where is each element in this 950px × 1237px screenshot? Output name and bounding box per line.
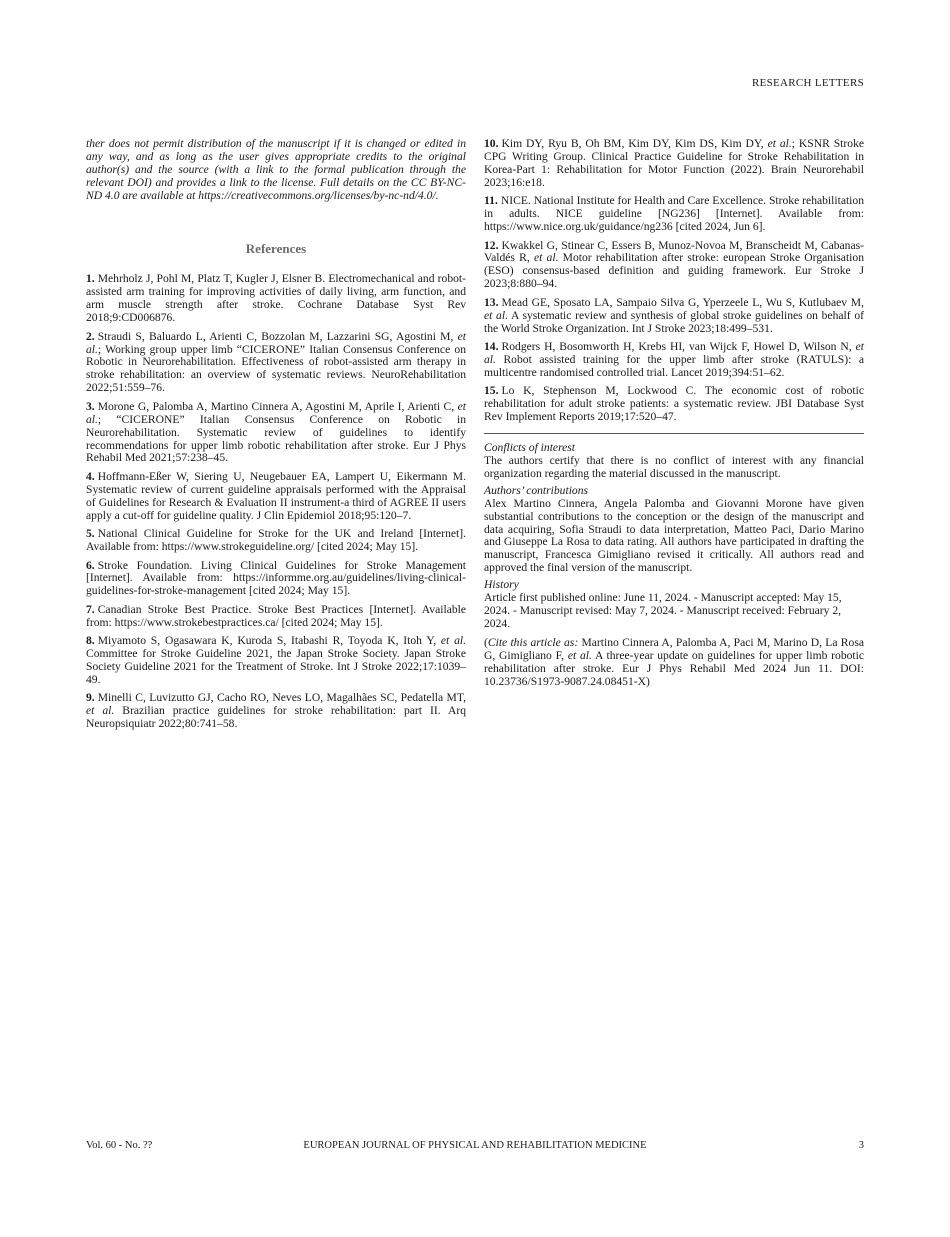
reference-number: 7. [86,602,95,616]
reference-item [86,604,466,630]
left-column [86,138,466,737]
reference-number: 10. [484,137,499,150]
reference-number: 15. [484,384,499,398]
contributions-text: Alex Martino Cinnera, Angela Palomba and Giovanni Morone have given substantial contributions to the conception or the design of the manuscript and data acquiring, Sofia Straudi to data interpretation, Matteo Paci, Dario Marino and Giuseppe La Rosa to data rating. All authors have participated in drafting the manuscript, Francesca Gimigliano revised it critically. All authors read and approved the final version of the manuscript. [484,496,864,575]
reference-item [86,560,466,599]
reference-number: 13. [484,295,499,309]
reference-text-cont: Committee for Stroke Guideline 2021, the Japan Stroke Society. Japan Stroke Society Guideline 2021 for the Treatment of Stroke. Int J Stroke 2022;17:1039–49. [86,647,466,686]
references-heading: References [245,240,307,256]
reference-text: Miyamoto S, Ogasawara K, Kuroda S, Itabashi R, Toyoda K, Itoh Y, [97,634,441,648]
references-list-left [86,273,466,731]
references-list-right [484,138,864,424]
reference-number: 12. [484,238,499,252]
reference-item [484,341,864,380]
reference-text: Morone G, Palomba A, Martino Cinnera A, Agostini M, Aprile I, Arienti C, [97,399,458,413]
history-text: Article first published online: June 11, 2024. - Manuscript accepted: May 15, 2024. - Manuscript revised: May 7, 2024. - Manuscript received: February 2, 2024. [484,591,842,630]
reference-etal: et al. [440,634,466,648]
reference-number: 4. [86,469,95,483]
reference-number: 1. [86,272,95,286]
reference-text-cont: ; Working group upper limb “CICERONE” Italian Consensus Conference on Robotic in Neurorehabilitation. Effectiveness of robot-assisted arm therapy in stroke rehabilitation: an overview of systematic reviews. NeuroRehabilitation 2022;51:559–76. [86,342,466,395]
reference-number: 5. [86,527,95,541]
reference-etal: et al. [484,340,864,366]
reference-etal: et al. [86,704,115,718]
page-footer [86,1140,864,1154]
reference-text: Hoffmann-Eßer W, Siering U, Neugebauer EA, Lampert U, Eikermann M. Systematic review of current guideline appraisals performed with the Appraisal of Guidelines for Research & Evaluation II instrument-a third of AGREE II users apply a cut-off for guideline quality. J Clin Epidemiol 2018;95:120–7. [86,469,466,522]
license-text: ther does not permit distribution of the manuscript if it is changed or edited in any way, and as long as the user gives appropriate credits to the original author(s) and the source (with a link to the formal publication through the relevant DOI) and provides a link to the license. Full details on the CC BY-NC-ND 4.0 are available at https://creativecommons.org/licenses/by-nc-nd/4.0/. [86,137,466,202]
reference-number: 3. [86,399,95,413]
reference-etal: et al. [533,251,559,265]
reference-number: 6. [86,558,95,572]
reference-text: Rodgers H, Bosomworth H, Krebs HI, van Wijck F, Howel D, Wilson N, [501,340,856,354]
reference-number: 2. [86,329,95,343]
citation-lead: Cite this article as: [487,635,579,649]
reference-etal: et al. [767,137,792,150]
reference-text-cont: Robot assisted training for the upper limb after stroke (RATULS): a multicentre randomised controlled trial. Lancet 2019;394:51–62. [484,352,864,379]
reference-text: Lo K, Stephenson M, Lockwood C. The economic cost of robotic rehabilitation for adult stroke patients: a systematic review. JBI Database Syst Rev Implement Reports 2019;17:520–47. [484,384,864,424]
reference-text: Minelli C, Luvizutto GJ, Cacho RO, Neves LO, Magalhães SC, Pedatella MT, [97,691,466,705]
reference-number: 14. [484,340,499,354]
reference-text: NICE. National Institute for Health and Care Excellence. Stroke rehabilitation in adults. NICE guideline [NG236] [Internet]. Available from: https://www.nice.org.uk/guidance/ng236 [cited 2024, Jun 6]. [484,194,864,234]
reference-text: Stroke Foundation. Living Clinical Guidelines for Stroke Management [Internet]. Available from: https://informme.org.au/guidelines/living-clinical-guidelines-for-stroke-management [cited 2024; May 15]. [86,558,466,598]
reference-etal: et al. [86,399,466,426]
reference-item [86,635,466,687]
reference-number: 11. [484,194,498,208]
reference-number: 8. [86,634,95,648]
reference-text: Kim DY, Ryu B, Oh BM, Kim DY, Kim DS, Kim DY, [501,137,768,150]
reference-item [86,331,466,396]
reference-text: Mehrholz J, Pohl M, Platz T, Kugler J, Elsner B. Electromechanical and robot-assisted arm training for improving activities of daily living, arm function, and arm muscle strength after stroke. Cochrane Database Syst Rev 2018;9:CD006876. [86,272,466,325]
reference-text-cont: ; KSNR Stroke CPG Writing Group. Clinical Practice Guideline for Stroke Rehabilitation in Korea-Part 1: Rehabilitation for Motor Function (2022). Brain Neurorehabil 2023;16:e18. [484,137,865,189]
reference-item [86,692,466,731]
conflicts-title: Conflicts of interest [484,441,576,455]
footer-volume: Vol. 60 - No. ?? [86,1140,153,1151]
history-title: History [484,578,519,592]
reference-etal: et al. [484,308,508,322]
reference-item [86,471,466,523]
reference-text: Kwakkel G, Stinear C, Essers B, Munoz-Novoa M, Branscheidt M, Cabanas-Valdés R, [484,238,864,265]
footer-page-number: 3 [858,1140,864,1151]
footer-journal: EUROPEAN JOURNAL OF PHYSICAL AND REHABILITATION MEDICINE [303,1140,647,1151]
reference-text-cont: Motor rehabilitation after stroke: european Stroke Organisation (ESO) consensus-based definition and guiding framework. Eur Stroke J 2023;8:880–94. [484,251,864,291]
reference-text: National Clinical Guideline for Stroke for the UK and Ireland [Internet]. Available from: https://www.strokeguideline.org/ [cited 2024; May 15]. [86,527,466,554]
reference-text-cont: A systematic review and synthesis of global stroke guidelines on behalf of the World Stroke Organization. Int J Stroke 2023;18:499–531. [484,308,864,335]
citation-etal: et al. [567,648,592,662]
reference-number: 9. [86,691,95,705]
reference-item [484,385,864,424]
reference-item [484,138,864,190]
reference-item [86,528,466,554]
conflicts-text: The authors certify that there is no conflict of interest with any financial organization regarding the material discussed in the manuscript. [484,454,864,480]
right-column [484,138,864,688]
reference-text: Canadian Stroke Best Practice. Stroke Best Practices [Internet]. Available from: https://www.strokebestpractices.ca/ [cited 2024; May 15]. [86,602,466,629]
reference-item [484,240,864,292]
reference-text-cont: ; “CICERONE” Italian Consensus Conference on Robotic in Neurorehabilitation. Systematic review of guidelines to identify recommendations for upper limb robotic rehabilitation after stroke. Eur J Phys Rehabil Med 2021;57:238–45. [86,412,466,465]
running-head: RESEARCH LETTERS [751,77,864,89]
citation-open: ( [484,635,488,649]
contributions-title: Authors’ contributions [484,483,589,497]
reference-text: Mead GE, Sposato LA, Sampaio Silva G, Yperzeele L, Wu S, Kutlubaev M, [501,295,864,309]
reference-text: Straudi S, Baluardo L, Arienti C, Bozzolan M, Lazzarini SG, Agostini M, [97,329,458,343]
reference-text-cont: Brazilian practice guidelines for stroke rehabilitation: part II. Arq Neuropsiquiatr 2022;80:741–58. [86,704,466,731]
reference-item [86,273,466,325]
citation [484,637,864,689]
section-divider [484,433,864,434]
reference-item [484,195,864,234]
citation-text-b: A three-year update on guidelines for upper limb robotic rehabilitation after stroke. Eur J Phys Rehabil Med 2024 Jun 11. DOI: 10.23736/S1973-9087.24.08451-X) [484,648,865,688]
reference-item [484,297,864,336]
reference-etal: et al. [86,329,466,356]
reference-item [86,401,466,466]
citation-text-a: Martino Cinnera A, Palomba A, Paci M, Marino D, La Rosa G, Gimigliano F, [484,635,864,662]
